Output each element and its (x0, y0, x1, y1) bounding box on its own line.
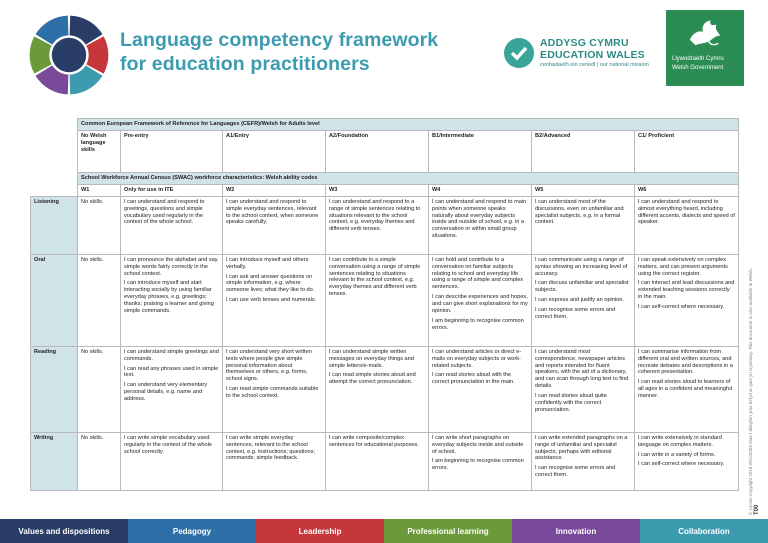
swac-codes-row (31, 184, 739, 196)
competency-statement: I can read stories aloud with the correct pronunciation in the main. (432, 372, 515, 386)
competency-statement: I can understand and respond to a range of simple sentences relating to situations relevant to the school context, e.g. everyday themes and different verb tenses. (329, 198, 421, 233)
competency-statement: I can recognise some errors and correct them. (535, 465, 616, 479)
welsh-government-logo (666, 10, 744, 86)
competency-statement: I can understand very short written texts where people give simple personal information about themselves or others, e.g. forms, school signs. (226, 348, 312, 383)
competency-cell (78, 346, 121, 432)
title-line-2: for education practitioners (120, 53, 370, 75)
competency-statement: I can write in a variety of forms. (638, 451, 716, 458)
competency-cell (121, 432, 223, 490)
competency-statement: I can understand simple greetings and commands. (124, 348, 219, 362)
ewales-line-2: EDUCATION WALES (540, 49, 645, 61)
competency-statement: I can understand and respond to almost everything heard, including different accents, dialects and speed of speaker. (638, 198, 735, 226)
competency-cell (121, 346, 223, 432)
document-code: T00 (754, 504, 760, 515)
competency-cell (78, 254, 121, 346)
cefr-level: C1/ Proficient (635, 130, 739, 172)
competency-statement: I can contribute to a simple conversation using a range of simple sentences relating to situations relevant to the school context, e.g. everyday themes and different verb tenses. (329, 256, 421, 298)
skill-label: Writing (31, 432, 78, 490)
competency-statement: I can read stories aloud quite confidently with the correct pronunciation. (535, 393, 607, 413)
competency-cell (326, 432, 429, 490)
education-wales-check-icon (504, 38, 534, 68)
cefr-level: No Welsh language skills (78, 130, 121, 172)
competency-statement: I can introduce myself and start interacting socially by using familiar everyday phrases, e.g. greetings; thanks; praising a learner and giving simple commands. (124, 280, 214, 315)
competency-statement: I can hold and contribute to a conversation on familiar subjects relating to school and everyday life using a range of simple and complex sentences. (432, 256, 524, 291)
swac-code: W4 (429, 184, 532, 196)
cefr-level: B2/Advanced (532, 130, 635, 172)
footer-tab-innovation: Innovation (512, 519, 640, 543)
competency-cell (532, 432, 635, 490)
competency-cell (635, 432, 739, 490)
competency-cell (429, 254, 532, 346)
competency-statement: I can write extended paragraphs on a range of unfamiliar and specialist subjects, perhaps with editorial assistance. (535, 434, 628, 462)
cefr-band-row (31, 119, 739, 131)
competency-statement: No skills. (81, 434, 104, 441)
swac-code: W1 (78, 184, 121, 196)
skill-row-listening (31, 196, 739, 254)
competency-statement: I can read simple stories aloud and attempt the correct pronunciation. (329, 372, 416, 386)
competency-cell (429, 196, 532, 254)
competency-statement: I can describe experiences and hopes, and can give short explanations for my opinion. (432, 294, 528, 315)
competency-cell (223, 432, 326, 490)
ewales-line-1: ADDYSG CYMRU (540, 37, 629, 49)
competency-statement: I can understand articles or direct e-mails on everyday subjects or work-related subjects. (432, 348, 522, 369)
competency-cell (635, 346, 739, 432)
swac-code: Only for use in ITE (121, 184, 223, 196)
competency-statement: I can read any phrases used in simple text. (124, 365, 219, 379)
swac-band-row (31, 172, 739, 184)
competency-statement: I can recognise some errors and correct them. (535, 307, 616, 321)
competency-cell (78, 196, 121, 254)
competency-cell (532, 254, 635, 346)
swac-code: W2 (223, 184, 326, 196)
competency-cell (532, 196, 635, 254)
competency-statement: I can self-correct where necessary. (638, 461, 725, 468)
competency-statement: I can write simple everyday sentences, relevant to the school context, e.g. instructions; questions; commands; simple feedback. (226, 434, 315, 462)
competency-statement: I can understand and respond to greetings, questions and simple vocabulary used regularly in the context of the whole school. (124, 198, 205, 226)
competency-statement: I can discuss unfamiliar and specialist subjects. (535, 280, 629, 294)
competency-statement: I can summarise information from different oral and written sources, and recreate debates and descriptions in a coherent presentation. (638, 348, 733, 376)
competency-cell (223, 254, 326, 346)
competency-statement: I can write composite/complex sentences for educational purposes. (329, 434, 419, 448)
cefr-band-heading: Common European Framework of Reference for Languages (CEFR)/Welsh for Adults level (78, 119, 739, 131)
blank-cell (31, 172, 78, 184)
competency-cell (326, 196, 429, 254)
competency-statement: I can write extensively in standard language on complex matters. (638, 434, 722, 448)
dragon-icon (686, 14, 724, 50)
footer-tab-professional-learning: Professional learning (384, 519, 512, 543)
competency-statement: I can write simple vocabulary used regularly in the context of the whole school correctly. (124, 434, 212, 455)
competency-statement: No skills. (81, 348, 104, 355)
competency-cell (326, 346, 429, 432)
footer-tab-values-and-dispositions: Values and dispositions (0, 519, 128, 543)
competency-statement: I am beginning to recognise common errors. (432, 458, 524, 472)
competency-statement: I can write short paragraphs on everyday subjects inside and outside of school. (432, 434, 524, 455)
skill-row-reading (31, 346, 739, 432)
swac-code: W3 (326, 184, 429, 196)
competency-statement: I can introduce myself and others verbally. (226, 256, 309, 270)
skill-label: Oral (31, 254, 78, 346)
title-line-1: Language competency framework (120, 29, 439, 51)
competency-statement: I can understand and respond to main points when someone speaks naturally about everyday subjects inside and outside of school, e.g. in a conversation or within small group situations. (432, 198, 527, 240)
competency-statement: I can read stories aloud to learners of all ages in a confident and meaningful manner. (638, 379, 732, 400)
footer-bar (0, 519, 768, 543)
competency-statement: I can express and justify an opinion. (535, 297, 624, 304)
framework-wheel-icon (28, 14, 110, 96)
competency-statement: I can speak extensively on complex matters, and can present arguments using the correct register. (638, 256, 728, 277)
competency-statement: No skills. (81, 256, 104, 263)
competency-statement: I can use verb tenses and numerals. (226, 297, 317, 304)
competency-statement: I can read simple commands suitable to the school context. (226, 386, 319, 400)
skill-label: Listening (31, 196, 78, 254)
page-title (120, 28, 438, 76)
competency-cell (121, 254, 223, 346)
footer-tab-collaboration: Collaboration (640, 519, 768, 543)
competency-statement: I can communicate using a range of syntax showing an increasing level of accuracy. (535, 256, 628, 277)
gov-line-1: Llywodraeth Cymru (672, 56, 724, 62)
skill-row-oral (31, 254, 739, 346)
footer-tab-pedagogy: Pedagogy (128, 519, 256, 543)
competency-statement: I can understand simple written messages on everyday things and simple letters/e-mails. (329, 348, 414, 369)
competency-statement: I can understand very elementary personal details, e.g. name and address. (124, 382, 208, 403)
wheel-center (52, 38, 86, 72)
copyright-side-text: © Crown copyright 2018 WG34388 Mae'r ddogfen yma hefyd ar gael yn Gymraeg. This document is also available in Welsh. (748, 267, 753, 515)
blank-cell (31, 119, 78, 131)
competency-cell (223, 196, 326, 254)
competency-statement: I can understand and respond to simple everyday sentences, relevant to the school context, when someone speaks carefully. (226, 198, 319, 226)
footer-tab-leadership: Leadership (256, 519, 384, 543)
competency-cell (532, 346, 635, 432)
cefr-level: Pre-entry (121, 130, 223, 172)
competency-table (30, 118, 739, 491)
ewales-line-3: cenhadaeth ein cenedl | our national mission (540, 62, 649, 68)
skill-row-writing (31, 432, 739, 490)
competency-cell (635, 196, 739, 254)
gov-line-2: Welsh Government (672, 65, 724, 71)
swac-band-heading: School Workforce Annual Census (SWAC) workforce characteristics: Welsh ability codes (78, 172, 739, 184)
competency-cell (223, 346, 326, 432)
competency-statement: I can pronounce the alphabet and say simple words fairly correctly in the school context. (124, 256, 218, 277)
blank-cell (31, 184, 78, 196)
swac-code: W6 (635, 184, 739, 196)
competency-statement: No skills. (81, 198, 104, 205)
cefr-level: B1/Intermediate (429, 130, 532, 172)
cefr-level: A2/Foundation (326, 130, 429, 172)
skill-label: Reading (31, 346, 78, 432)
swac-code: W5 (532, 184, 635, 196)
competency-statement: I can understand most correspondence, newspaper articles and reports intended for fluent speakers, with the aid of a dictionary, and can scan through long text to find details. (535, 348, 629, 390)
competency-cell (326, 254, 429, 346)
competency-statement: I can ask and answer questions on simple information, e.g. where someone lives; what they like to do. (226, 273, 315, 294)
blank-cell (31, 130, 78, 172)
cefr-levels-row (31, 130, 739, 172)
competency-statement: I can understand most of the discussions, even on unfamiliar and specialist subjects, e.g. in a formal context. (535, 198, 624, 226)
competency-statement: I am beginning to recognise common errors. (432, 317, 524, 331)
competency-cell (635, 254, 739, 346)
competency-cell (429, 432, 532, 490)
competency-statement: I can self-correct where necessary. (638, 304, 725, 311)
competency-statement: I can interact and lead discussions and extended teaching sessions correctly in the main. (638, 280, 735, 301)
competency-cell (78, 432, 121, 490)
page-header (0, 0, 768, 110)
competency-cell (121, 196, 223, 254)
cefr-level: A1/Entry (223, 130, 326, 172)
education-wales-logo (504, 36, 664, 76)
competency-cell (429, 346, 532, 432)
